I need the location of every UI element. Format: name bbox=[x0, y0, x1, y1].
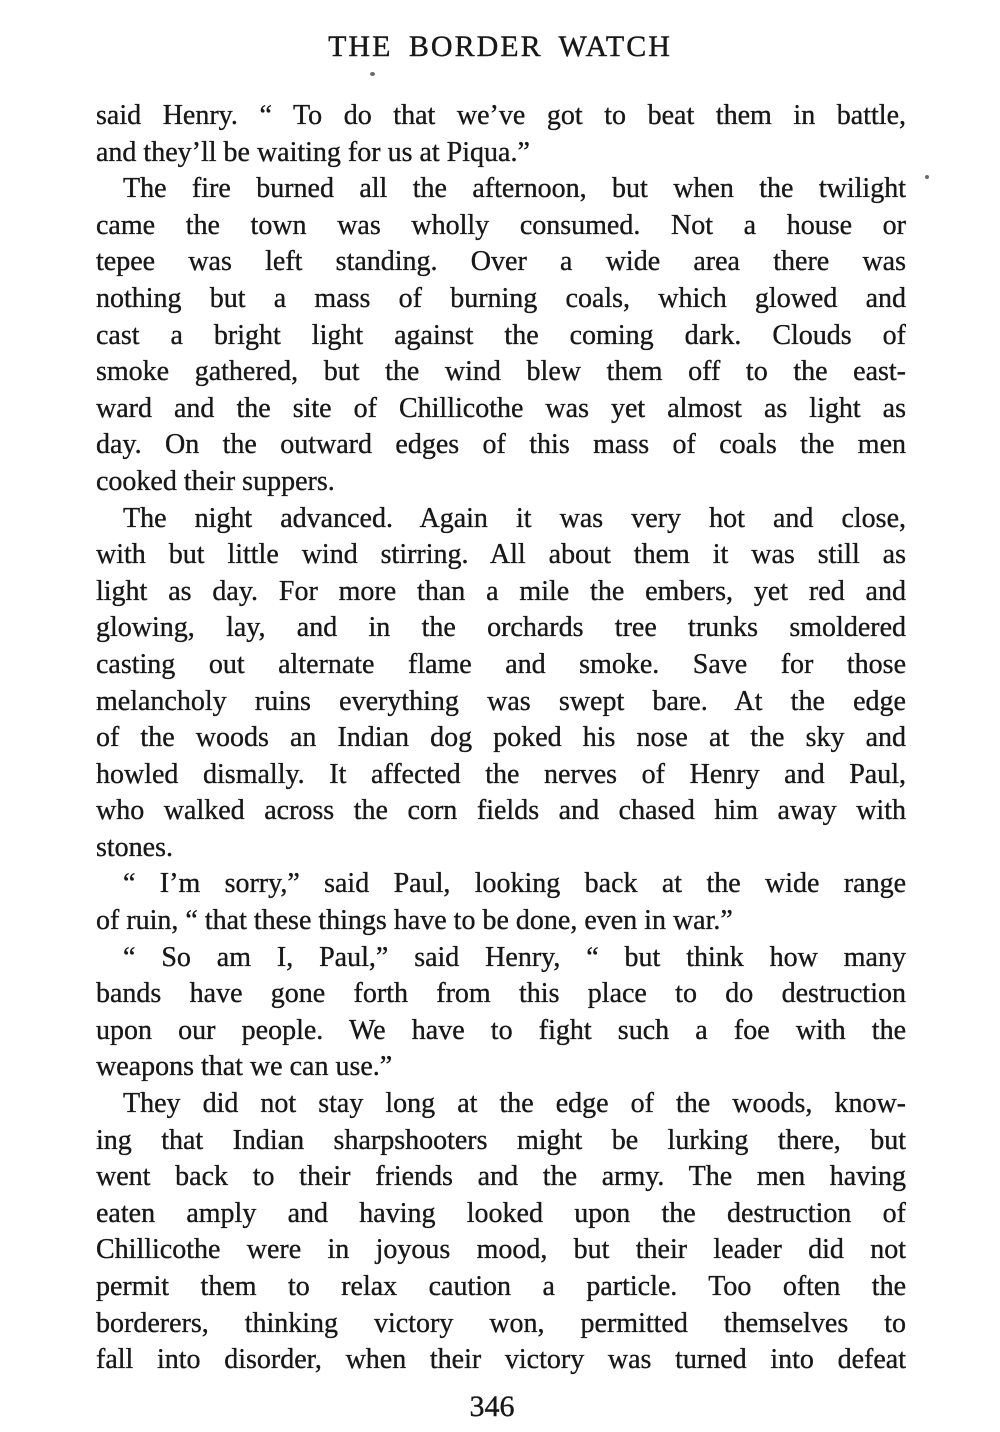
text-line: upon our people. We have to fight such a foe with the bbox=[96, 1014, 906, 1046]
text-line: came the town was wholly consumed. Not a house or bbox=[96, 209, 906, 241]
text-line: permit them to relax caution a particle. Too often the bbox=[96, 1271, 906, 1302]
text-line: stones. bbox=[96, 831, 173, 863]
text-line: who walked across the corn fields and chased him away with bbox=[96, 795, 906, 827]
text-line: of ruin, “ that these things have to be done, even in war.” bbox=[96, 905, 733, 937]
paragraph bbox=[96, 171, 906, 500]
paragraph bbox=[96, 940, 906, 1086]
text-line: of the woods an Indian dog poked his nose at the sky and bbox=[96, 722, 906, 754]
paragraph bbox=[96, 1086, 906, 1379]
text-line: went back to their friends and the army. The men having bbox=[96, 1161, 906, 1193]
text-line: Chillicothe were in joyous mood, but their leader did not bbox=[96, 1234, 906, 1266]
paragraph bbox=[96, 98, 906, 171]
text-line: casting out alternate flame and smoke. Save for those bbox=[96, 648, 906, 680]
scan-speck bbox=[925, 175, 929, 179]
text-line: cooked their suppers. bbox=[96, 465, 335, 497]
scan-speck bbox=[370, 72, 375, 76]
text-line: “ So am I, Paul,” said Henry, “ but think how many bbox=[123, 941, 906, 973]
text-line: fall into disorder, when their victory was turned into defeat bbox=[96, 1344, 906, 1376]
text-line: ing that Indian sharpshooters might be lurking there, but bbox=[96, 1124, 906, 1156]
text-line: smoke gathered, but the wind blew them off to the east- bbox=[96, 356, 906, 388]
text-line: said Henry. “ To do that we’ve got to beat them in battle, bbox=[96, 100, 906, 131]
text-line: The fire burned all the afternoon, but when the twilight bbox=[123, 173, 906, 205]
text-line: borderers, thinking victory won, permitted themselves to bbox=[96, 1307, 906, 1339]
text-line: light as day. For more than a mile the embers, yet red and bbox=[96, 575, 906, 607]
text-line: nothing but a mass of burning coals, which glowed and bbox=[96, 282, 906, 314]
text-line: howled dismally. It affected the nerves of Henry and Paul, bbox=[96, 758, 906, 790]
text-line: ward and the site of Chillicothe was yet almost as light as bbox=[96, 392, 906, 424]
text-line: with but little wind stirring. All about them it was still as bbox=[96, 539, 906, 571]
paragraph bbox=[96, 866, 906, 939]
text-line: glowing, lay, and in the orchards tree trunks smoldered bbox=[96, 612, 906, 644]
text-line: cast a bright light against the coming dark. Clouds of bbox=[96, 319, 906, 351]
text-line: bands have gone forth from this place to do destruction bbox=[96, 978, 906, 1010]
text-line: day. On the outward edges of this mass of coals the men bbox=[96, 429, 906, 461]
text-line: melancholy ruins everything was swept bare. At the edge bbox=[96, 685, 906, 717]
text-line: eaten amply and having looked upon the destruction of bbox=[96, 1197, 906, 1229]
text-line: They did not stay long at the edge of the woods, know- bbox=[123, 1088, 906, 1120]
page-number: 346 bbox=[469, 1390, 515, 1423]
text-line: and they’ll be waiting for us at Piqua.” bbox=[96, 136, 530, 168]
text-line: weapons that we can use.” bbox=[96, 1051, 393, 1083]
running-head: THE BORDER WATCH bbox=[328, 30, 672, 63]
text-line: “ I’m sorry,” said Paul, looking back at the wide range bbox=[123, 868, 906, 900]
text-line: tepee was left standing. Over a wide area there was bbox=[96, 246, 906, 278]
text-line: The night advanced. Again it was very hot and close, bbox=[123, 502, 906, 534]
paragraph bbox=[96, 501, 906, 867]
page-text bbox=[96, 98, 906, 1379]
